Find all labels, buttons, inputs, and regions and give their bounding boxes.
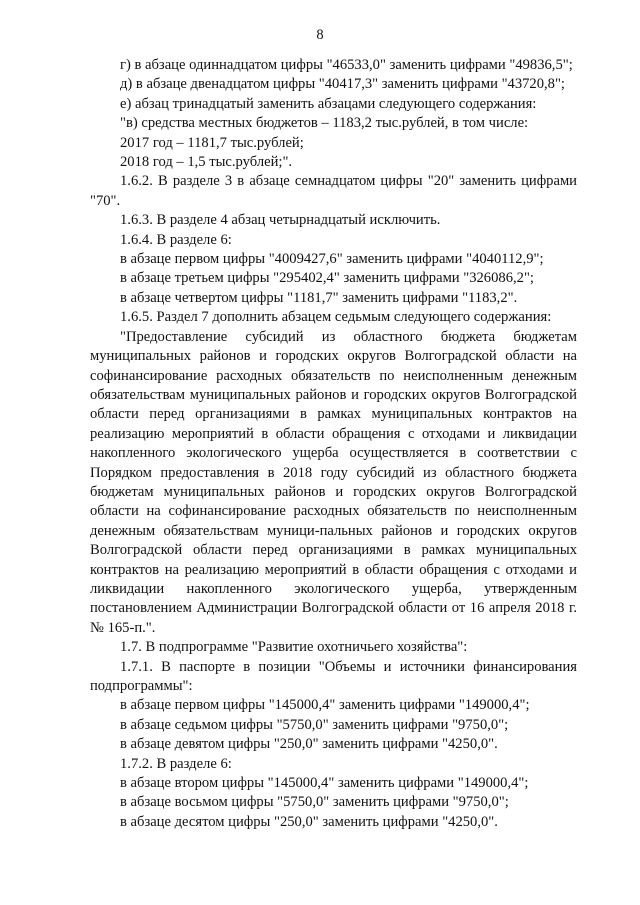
paragraph-2017: 2017 год – 1181,7 тыс.рублей; <box>120 134 304 151</box>
paragraph-subsidies-quote: "Предоставление субсидий из областного бюджета бюджетам муниципальных районов и городских округов Волгоградской области на софинансирование расходных обязательств по неисполненным денежным обязательствам муниципальных районов и городских округов Волгоградской области перед организациями в рамках муниципальных контрактов на реализацию мероприятий в области обращения с отходами и ликвидации накопленного экологического ущерба осуществляется в соответствии с Порядком предоставления в 2018 году субсидий из областного бюджета бюджетам муниципальных районов и городских округов Волгоградской области на софинансирование расходных обязательств по неисполненным денежным обязательствам муници-пальных районов и городских округов Волгоградской области перед организациями в рамках муниципальных контрактов на реализацию мероприятий в области обращения с отходами и ликвидации накопленного экологического ущерба, утвержденным постановлением Администрации Волгоградской области от 16 апреля 2018 г. № 165-п.". <box>90 328 577 636</box>
paragraph-seventh: в абзаце седьмом цифры "5750,0" заменить цифрами "9750,0"; <box>120 716 509 733</box>
paragraph-1-6-5: 1.6.5. Раздел 7 дополнить абзацем седьмым следующего содержания: <box>120 309 552 326</box>
paragraph-1-6-4: 1.6.4. В разделе 6: <box>120 231 232 248</box>
document-body <box>90 56 577 832</box>
paragraph-2018: 2018 год – 1,5 тыс.рублей;". <box>120 154 293 171</box>
paragraph-first: в абзаце первом цифры "4009427,6" заменить цифрами "4040112,9"; <box>120 251 544 268</box>
paragraph-1-7: 1.7. В подпрограмме "Развитие охотничьего хозяйства": <box>120 639 468 656</box>
paragraph-1-6-3: 1.6.3. В разделе 4 абзац четырнадцатый исключить. <box>120 212 441 229</box>
paragraph-fourth: в абзаце четвертом цифры "1181,7" заменить цифрами "1183,2". <box>120 289 518 306</box>
paragraph-third: в абзаце третьем цифры "295402,4" заменить цифрами "326086,2"; <box>120 270 534 287</box>
paragraph-d: д) в абзаце двенадцатом цифры "40417,3" заменить цифрами "43720,8"; <box>120 76 565 93</box>
paragraph-1-6-2: 1.6.2. В разделе 3 в абзаце семнадцатом цифры "20" заменить цифрами "70". <box>90 173 577 209</box>
page-number: 8 <box>316 27 324 43</box>
paragraph-1-7-2: 1.7.2. В разделе 6: <box>120 755 232 772</box>
paragraph-g: г) в абзаце одиннадцатом цифры "46533,0" заменить цифрами "49836,5"; <box>120 57 573 73</box>
paragraph-local-budget: "в) средства местных бюджетов – 1183,2 тыс.рублей, в том числе: <box>120 115 529 132</box>
paragraph-eighth: в абзаце восьмом цифры "5750,0" заменить цифрами "9750,0"; <box>120 794 509 811</box>
paragraph-e: е) абзац тринадцатый заменить абзацами следующего содержания: <box>120 95 537 112</box>
paragraph-tenth: в абзаце десятом цифры "250,0" заменить цифрами "4250,0". <box>120 813 498 830</box>
paragraph-first-2: в абзаце первом цифры "145000,4" заменить цифрами "149000,4"; <box>120 697 530 714</box>
paragraph-ninth: в абзаце девятом цифры "250,0" заменить цифрами "4250,0". <box>120 736 498 753</box>
paragraph-1-7-1: 1.7.1. В паспорте в позиции "Объемы и источники финансирования подпрограммы": <box>90 658 577 694</box>
paragraph-second: в абзаце втором цифры "145000,4" заменить цифрами "149000,4"; <box>120 775 529 792</box>
